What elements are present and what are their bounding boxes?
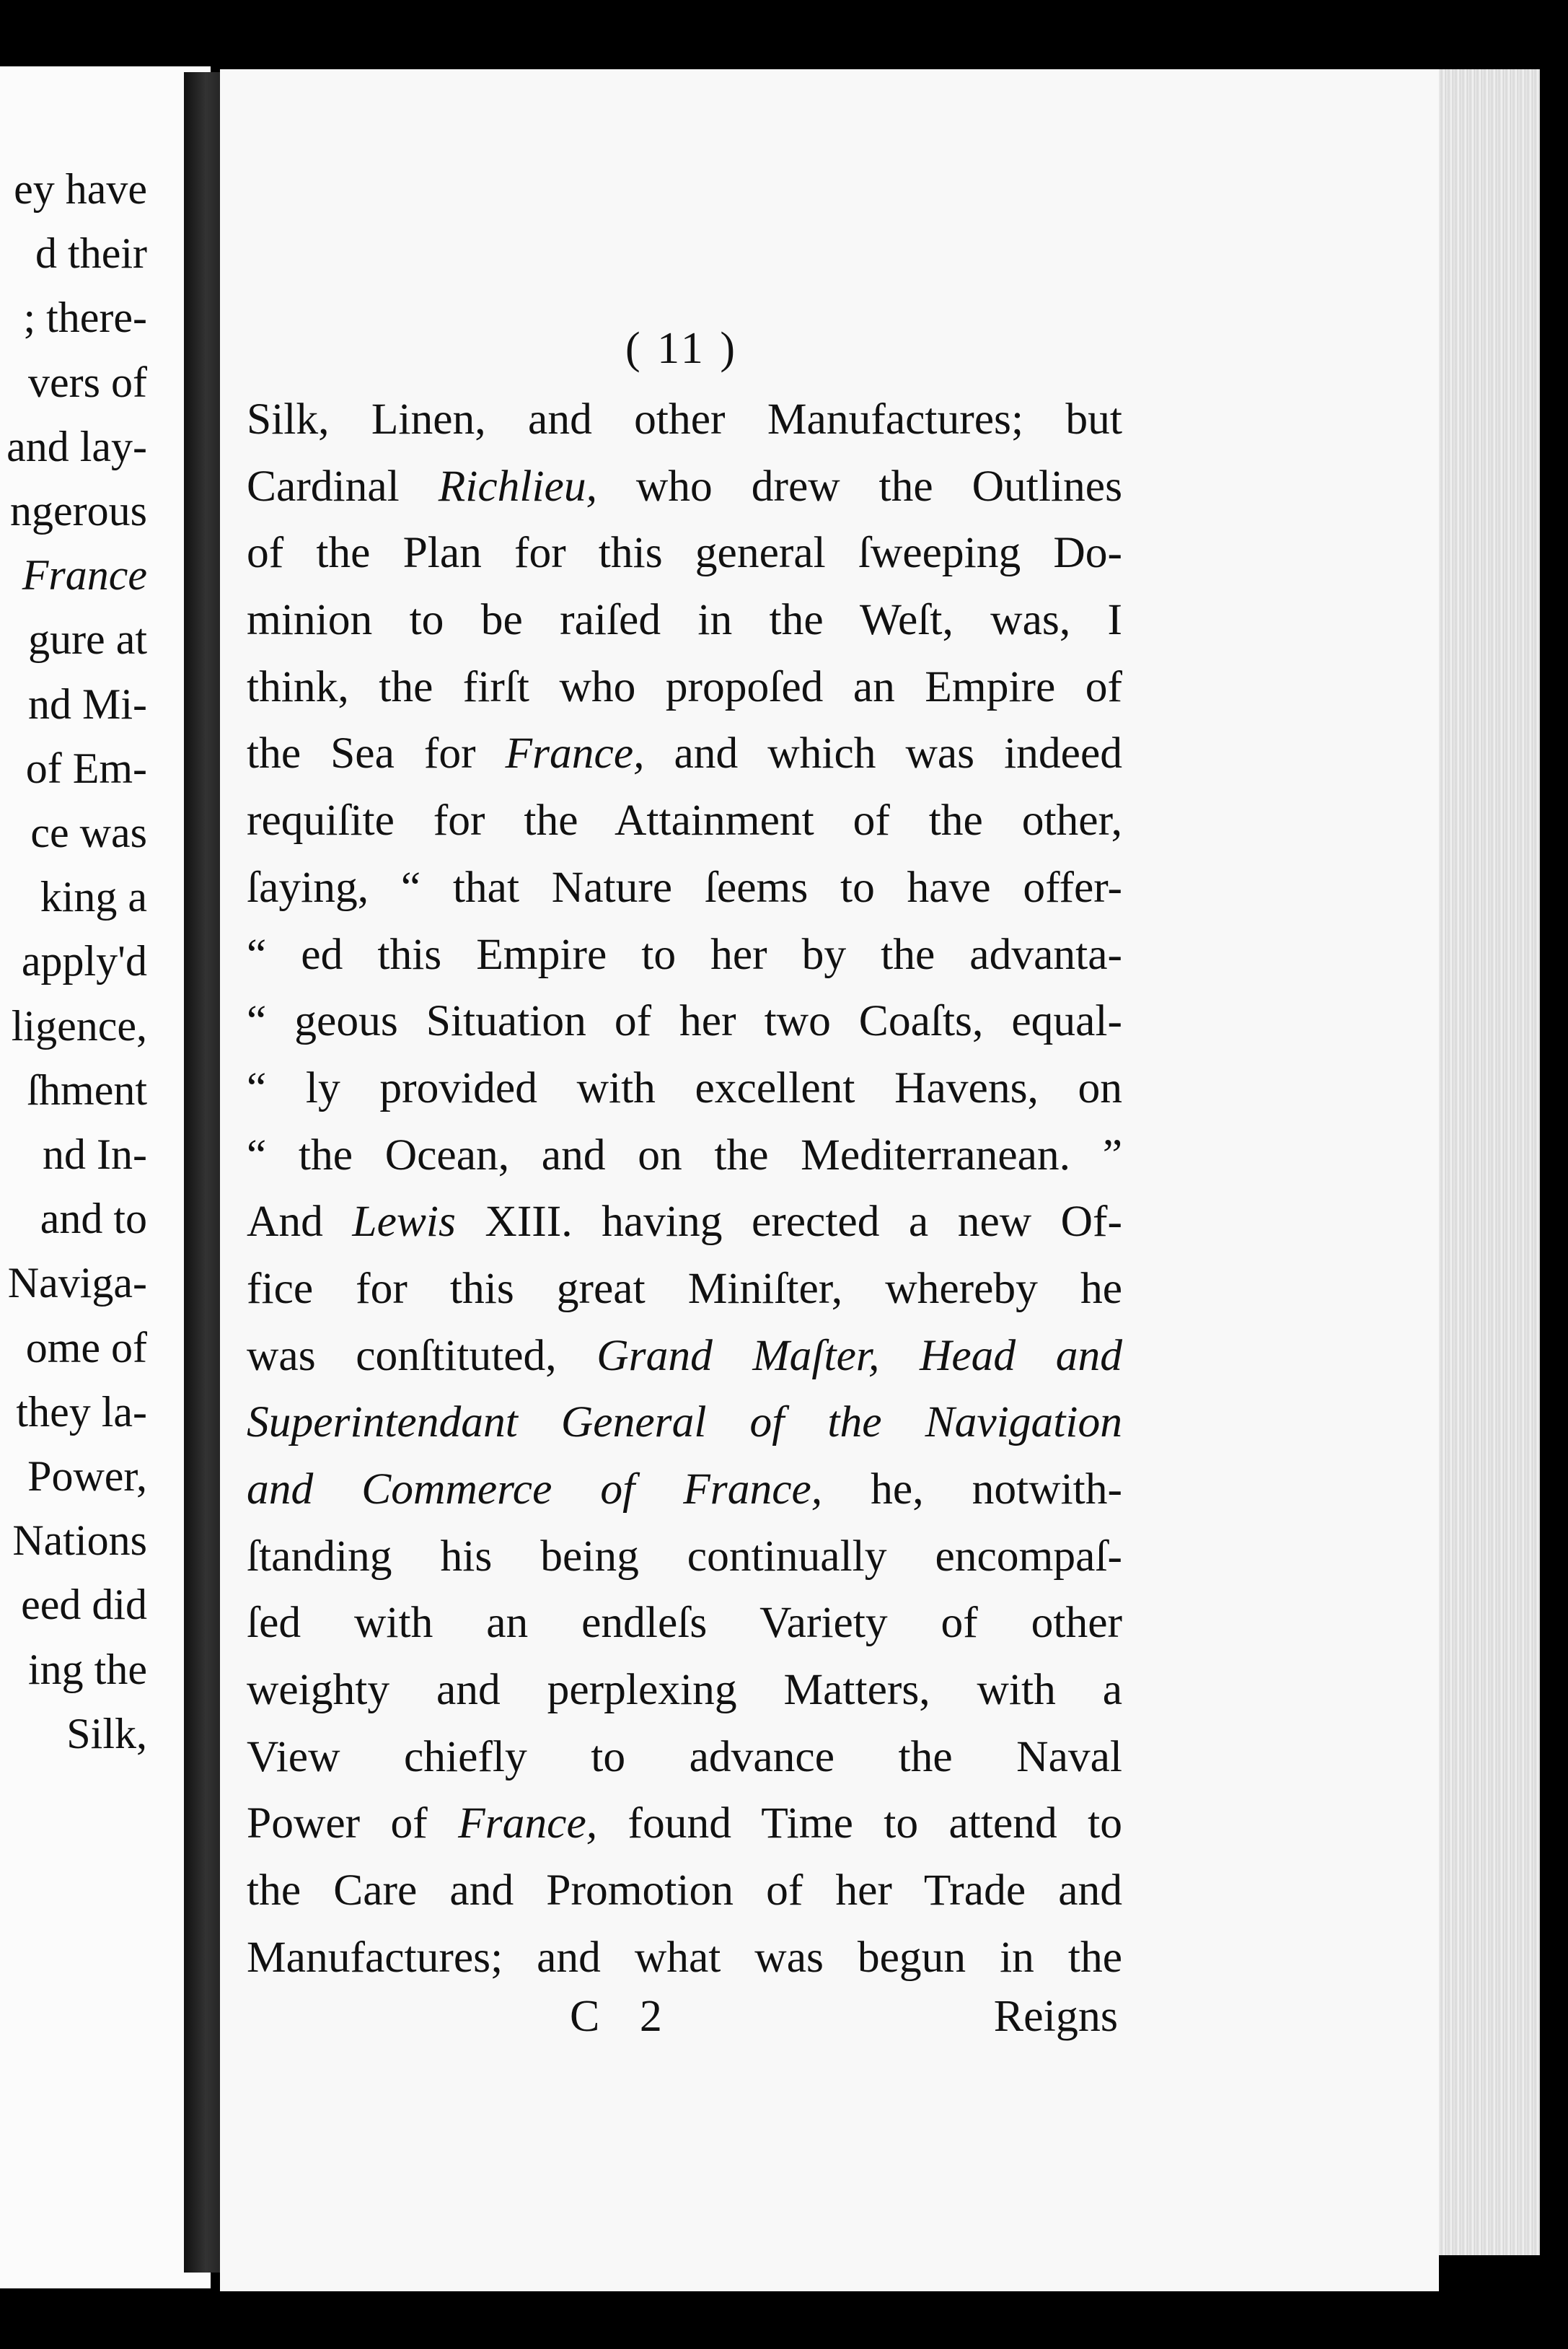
text-segment: think, the firſt who propoſed an Empire of [247,662,1122,711]
previous-page-line: ngerous [10,487,147,535]
text-segment: “ the Ocean, and on the Mediterranean. ” [247,1130,1122,1180]
previous-page-line: ce was [30,809,147,856]
previous-page-line: and to [40,1195,147,1243]
text-line [247,1456,1122,1523]
text-segment: ſaying, “ that Nature ſeems to have offer- [247,862,1122,912]
page-number: ( 11 ) [625,324,738,373]
previous-page-line: Silk, [66,1709,147,1757]
text-line [247,1122,1122,1189]
text-line [247,720,1122,787]
text-segment: Power of [247,1799,459,1848]
previous-page-line: ey have [14,165,147,213]
text-segment: Silk, Linen, and other Manufactures; but [247,395,1122,444]
text-line [247,921,1122,988]
text-segment: who drew the Outlines [596,461,1122,511]
previous-page-line: eed did [21,1581,147,1629]
previous-page-line: of Em- [25,744,147,792]
previous-page [0,66,211,2288]
text-line [247,1322,1122,1389]
previous-page-line: nd In- [43,1130,147,1178]
text-segment: “ ly provided with excellent Havens, on [247,1063,1122,1112]
text-segment: he, notwith- [822,1465,1122,1514]
italic-segment: Superintendant General of the Navigation [247,1397,1122,1447]
text-line [247,988,1122,1055]
italic-segment: Lewis [352,1197,456,1247]
text-segment: And [247,1197,353,1247]
previous-page-line: Naviga- [7,1259,147,1307]
text-line [247,1790,1122,1857]
previous-page-line: ſhment [27,1066,147,1114]
text-line [247,1389,1122,1456]
text-line [247,453,1122,520]
text-segment: fice for this great Miniſter, whereby he [247,1263,1122,1313]
text-segment: ſed with an endleſs Variety of other [247,1598,1122,1648]
text-line [247,1924,1122,1991]
previous-page-line: ing the [28,1645,147,1693]
text-segment: the Care and Promotion of her Trade and [247,1866,1122,1915]
previous-page-line: ; there- [23,294,147,342]
previous-page-line: vers of [28,358,147,406]
text-line [247,1255,1122,1322]
text-segment: weighty and perplexing Matters, with a [247,1665,1122,1715]
text-line [247,787,1122,854]
text-line [247,1188,1122,1255]
text-segment: of the Plan for this general ſweeping Do- [247,528,1122,578]
signature-mark: C 2 [570,1992,677,2041]
previous-page-line: king a [40,873,147,921]
text-segment: requiſite for the Attainment of the other, [247,796,1122,846]
text-line [247,854,1122,921]
text-line [247,654,1122,721]
text-segment: found Time to attend to [597,1799,1123,1848]
previous-page-line: gure at [28,615,147,664]
text-segment: the Sea for [247,729,506,778]
previous-page-line: and lay- [6,422,147,470]
text-segment: “ ed this Empire to her by the advanta- [247,929,1122,979]
previous-page-line: nd Mi- [28,680,147,728]
italic-segment: Richlieu, [438,461,597,511]
previous-page-line: ligence, [11,1001,147,1050]
text-segment: View chiefly to advance the Naval [247,1731,1122,1781]
text-line [247,587,1122,654]
text-line [247,1589,1122,1656]
text-line [247,1656,1122,1724]
italic-segment: Grand Maſter, Head and [596,1330,1123,1380]
previous-page-line: they la- [16,1387,147,1436]
text-segment: ſtanding his being continually encompaſ- [247,1531,1122,1581]
text-segment: was conſtituted, [247,1330,597,1380]
previous-page-line: d their [35,229,147,278]
text-segment: XIII. having erected a new Of- [455,1197,1122,1247]
italic-segment: France, [458,1799,598,1848]
text-segment: Cardinal [247,461,439,511]
previous-page-line: apply'd [21,937,147,985]
previous-page-line: Power, [27,1452,147,1500]
text-line [247,1857,1122,1924]
text-line [247,1523,1122,1590]
body-text [247,386,1122,1991]
text-segment: minion to be raiſed in the Weſt, was, I [247,595,1122,645]
text-line [247,519,1122,587]
text-segment: “ geous Situation of her two Coaſts, equal- [247,996,1122,1046]
italic-segment: France, [505,729,645,778]
text-segment: Manufactures; and what was begun in the [247,1932,1122,1982]
text-line [247,386,1122,453]
text-line [247,1724,1122,1791]
page-edges [1432,69,1540,2255]
previous-page-line: Nations [12,1516,147,1565]
catchword: Reigns [993,1992,1118,2041]
previous-page-line: France [22,551,147,600]
text-segment: and which was indeed [644,729,1123,778]
text-line [247,1055,1122,1122]
previous-page-line: ome of [25,1323,147,1371]
italic-segment: and Commerce of France, [247,1465,823,1514]
